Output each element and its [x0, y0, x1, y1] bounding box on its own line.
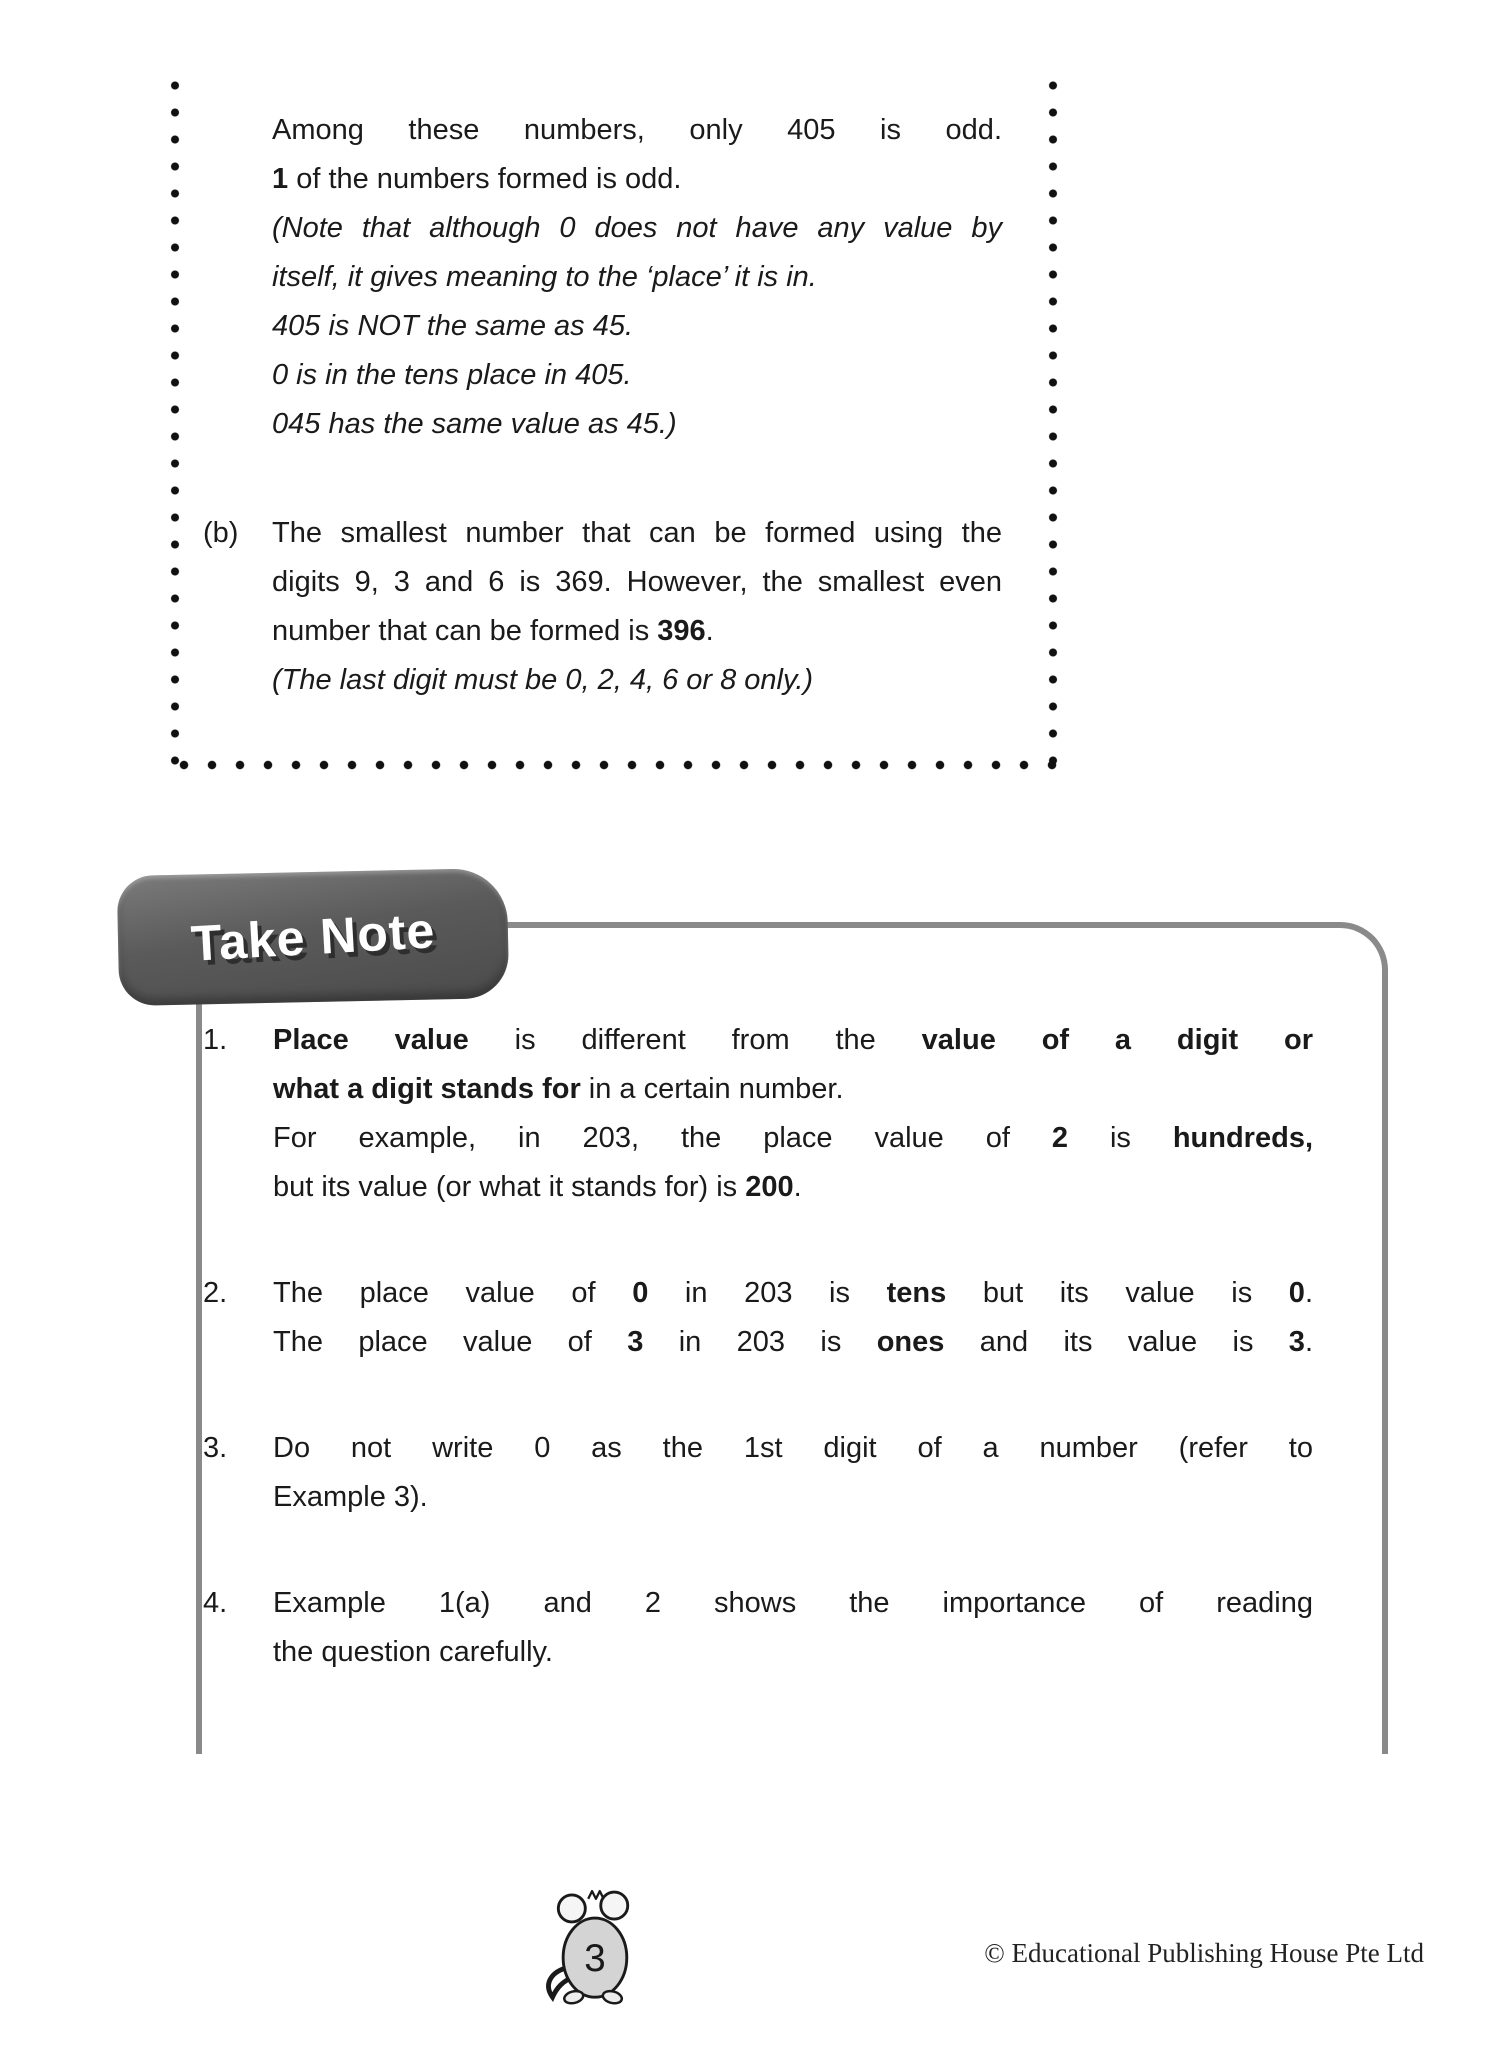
take-note-badge-label: Take Note	[189, 902, 437, 972]
text-line: number that can be formed is 396.	[272, 615, 714, 647]
note-text	[273, 1269, 1313, 1367]
note-item-3	[203, 1424, 1343, 1522]
text-line: The place value of 0 in 203 is tens but its value is 0.	[273, 1277, 1313, 1309]
text-line: The place value of 3 in 203 is ones and its value is 3.	[273, 1326, 1313, 1358]
text-line: Do not write 0 as the 1st digit of a number (refer to	[273, 1432, 1313, 1464]
text-line: itself, it gives meaning to the ‘place’ it is in.	[272, 261, 817, 293]
mouse-page-marker-icon	[540, 1888, 648, 2008]
note-item-2	[203, 1269, 1343, 1367]
dotted-border-left	[170, 72, 180, 770]
note-number: 3.	[203, 1432, 228, 1464]
text-line: Example 1(a) and 2 shows the importance of reading	[273, 1587, 1313, 1619]
note-text	[273, 1579, 1313, 1677]
mouse-hair-tuft	[588, 1891, 603, 1899]
copyright-text: © Educational Publishing House Pte Ltd	[984, 1938, 1424, 1968]
take-note-badge	[117, 868, 510, 1006]
mouse-foot-right	[602, 1989, 624, 2005]
page-number: 3	[584, 1937, 606, 1981]
note-item-4	[203, 1579, 1343, 1677]
mouse-ear-right	[601, 1892, 628, 1919]
text-line: 1 of the numbers formed is odd.	[272, 163, 682, 195]
text-line: For example, in 203, the place value of 2 is hundreds,	[273, 1122, 1313, 1154]
note-text	[273, 1016, 1313, 1212]
note-number: 4.	[203, 1587, 228, 1619]
text-line: what a digit stands for in a certain number.	[273, 1073, 844, 1105]
text-line: 0 is in the tens place in 405.	[272, 359, 632, 391]
note-number: 2.	[203, 1277, 228, 1309]
mouse-foot-left	[563, 1989, 585, 2005]
dotted-border-bottom	[170, 760, 1058, 770]
text-line: The smallest number that can be formed using the	[272, 517, 1002, 549]
part-b-label: (b)	[203, 517, 239, 549]
answer-part-a	[272, 106, 1002, 449]
text-line: digits 9, 3 and 6 is 369. However, the smallest even	[272, 566, 1002, 598]
note-number: 1.	[203, 1024, 228, 1056]
note-item-1	[203, 1016, 1343, 1212]
text-line: Among these numbers, only 405 is odd.	[272, 114, 1002, 146]
text-line: (Note that although 0 does not have any value by	[272, 212, 1002, 244]
part-b-text	[272, 509, 1002, 705]
mouse-ear-left	[558, 1895, 585, 1922]
text-line: 405 is NOT the same as 45.	[272, 310, 634, 342]
text-line: 045 has the same value as 45.)	[272, 408, 677, 440]
note-text	[273, 1424, 1313, 1522]
take-note-list	[203, 1016, 1343, 1734]
text-line: (The last digit must be 0, 2, 4, 6 or 8 only.)	[272, 664, 814, 696]
answer-part-b	[203, 509, 1002, 705]
text-line: the question carefully.	[273, 1636, 553, 1668]
text-line: but its value (or what it stands for) is 200.	[273, 1171, 802, 1203]
text-line: Place value is different from the value of a digit or	[273, 1024, 1313, 1056]
text-line: Example 3).	[273, 1481, 428, 1513]
dotted-border-right	[1048, 72, 1058, 770]
